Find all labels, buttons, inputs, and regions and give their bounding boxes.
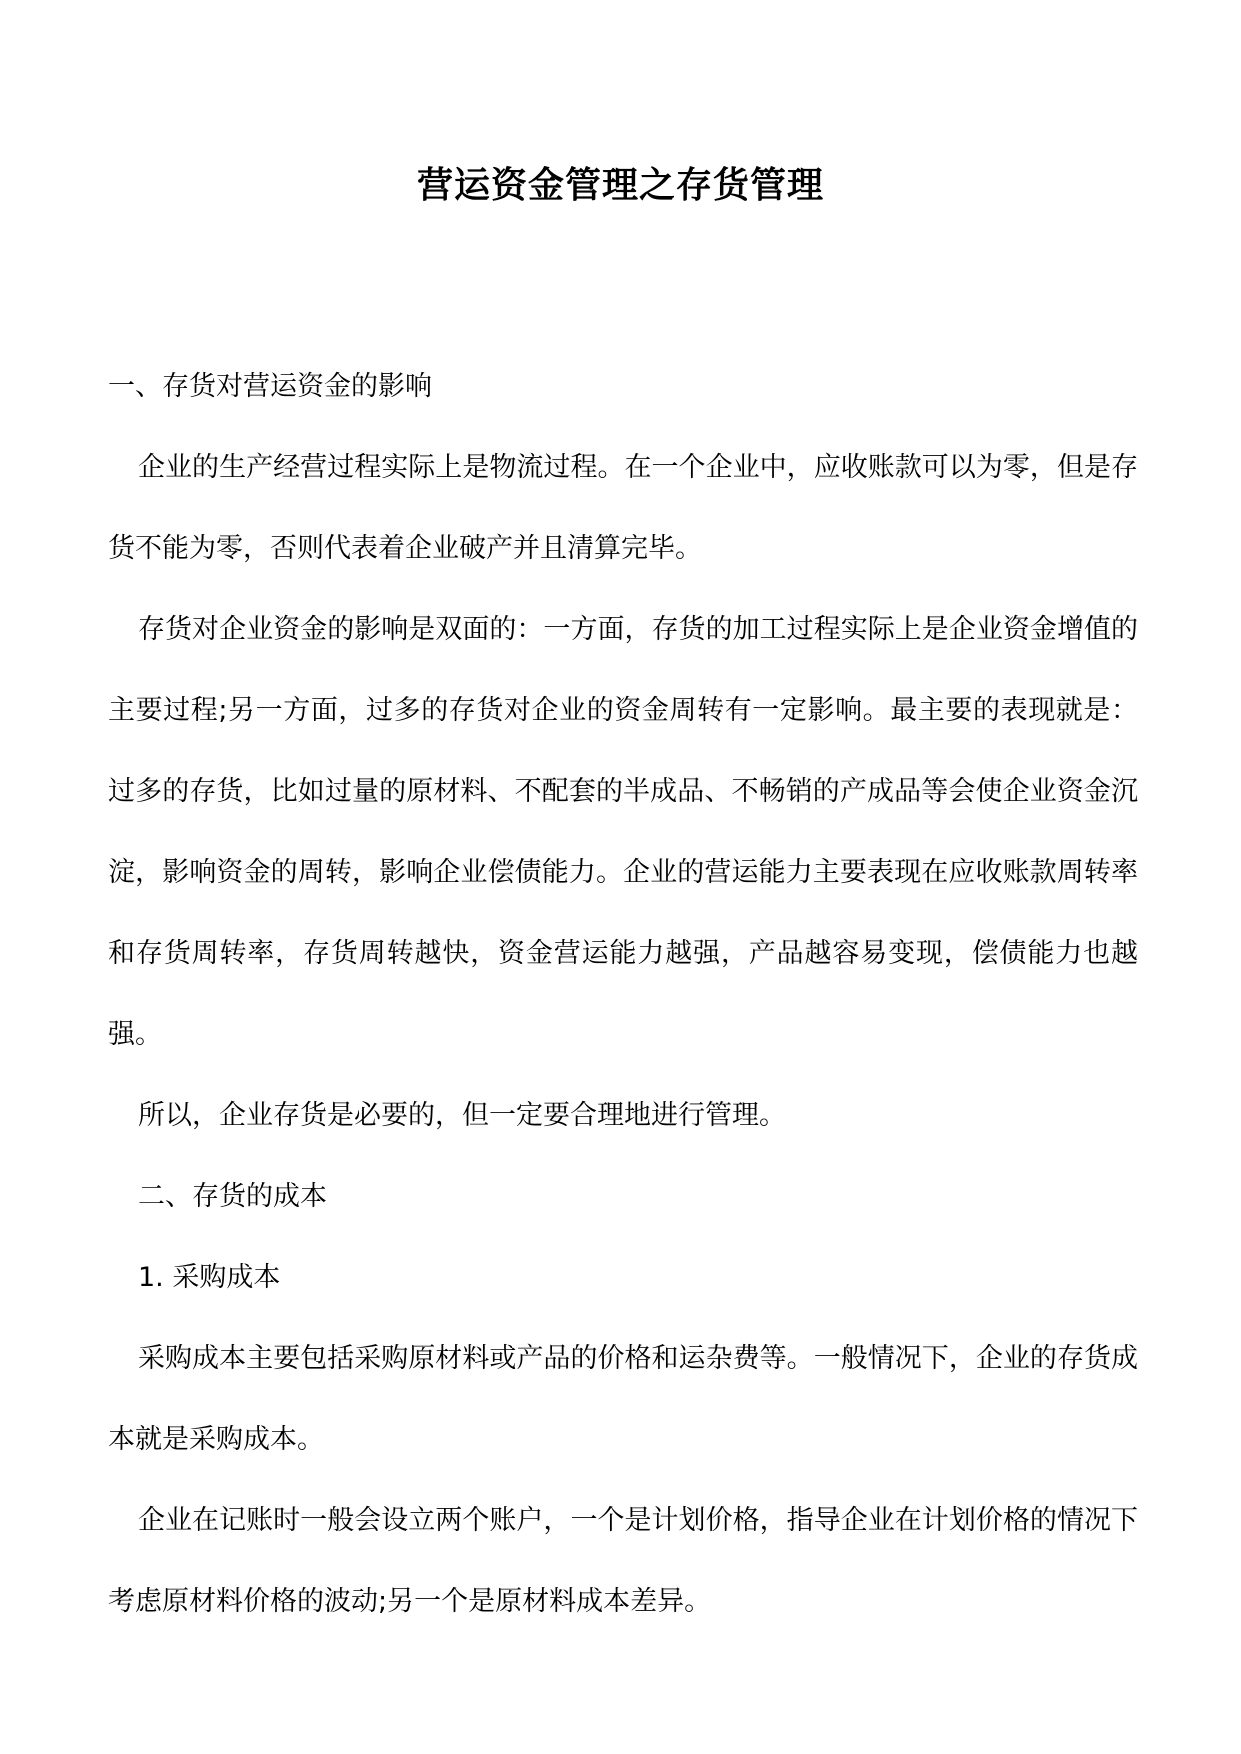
- paragraph-3: 所以，企业存货是必要的，但一定要合理地进行管理。: [138, 1100, 786, 1131]
- document-body: [108, 346, 1138, 1642]
- document-title: 营运资金管理之存货管理: [416, 164, 824, 206]
- paragraph-2: 存货对企业资金的影响是双面的：一方面，存货的加工过程实际上是企业资金增值的主要过程;另一方面，过多的存货对企业的资金周转有一定影响。最主要的表现就是：过多的存货，比如过量的原材料、不配套的半成品、不畅销的产成品等会使企业资金沉淀，影响资金的周转，影响企业偿债能力。企业的营运能力主要表现在应收账款周转率和存货周转率，存货周转越快，资金营运能力越强，产品越容易变现，偿债能力也越强。: [108, 614, 1138, 1050]
- section-heading-1: 一、存货对营运资金的影响: [108, 371, 432, 402]
- section-heading-2: 二、存货的成本: [138, 1181, 327, 1212]
- paragraph-1: 企业的生产经营过程实际上是物流过程。在一个企业中，应收账款可以为零，但是存货不能为零，否则代表着企业破产并且清算完毕。: [108, 452, 1138, 564]
- paragraph-5: 企业在记账时一般会设立两个账户，一个是计划价格，指导企业在计划价格的情况下考虑原材料价格的波动;另一个是原材料成本差异。: [108, 1505, 1138, 1617]
- paragraph-4: 采购成本主要包括采购原材料或产品的价格和运杂费等。一般情况下，企业的存货成本就是采购成本。: [108, 1343, 1138, 1455]
- subsection-heading-1: 1. 采购成本: [138, 1262, 281, 1293]
